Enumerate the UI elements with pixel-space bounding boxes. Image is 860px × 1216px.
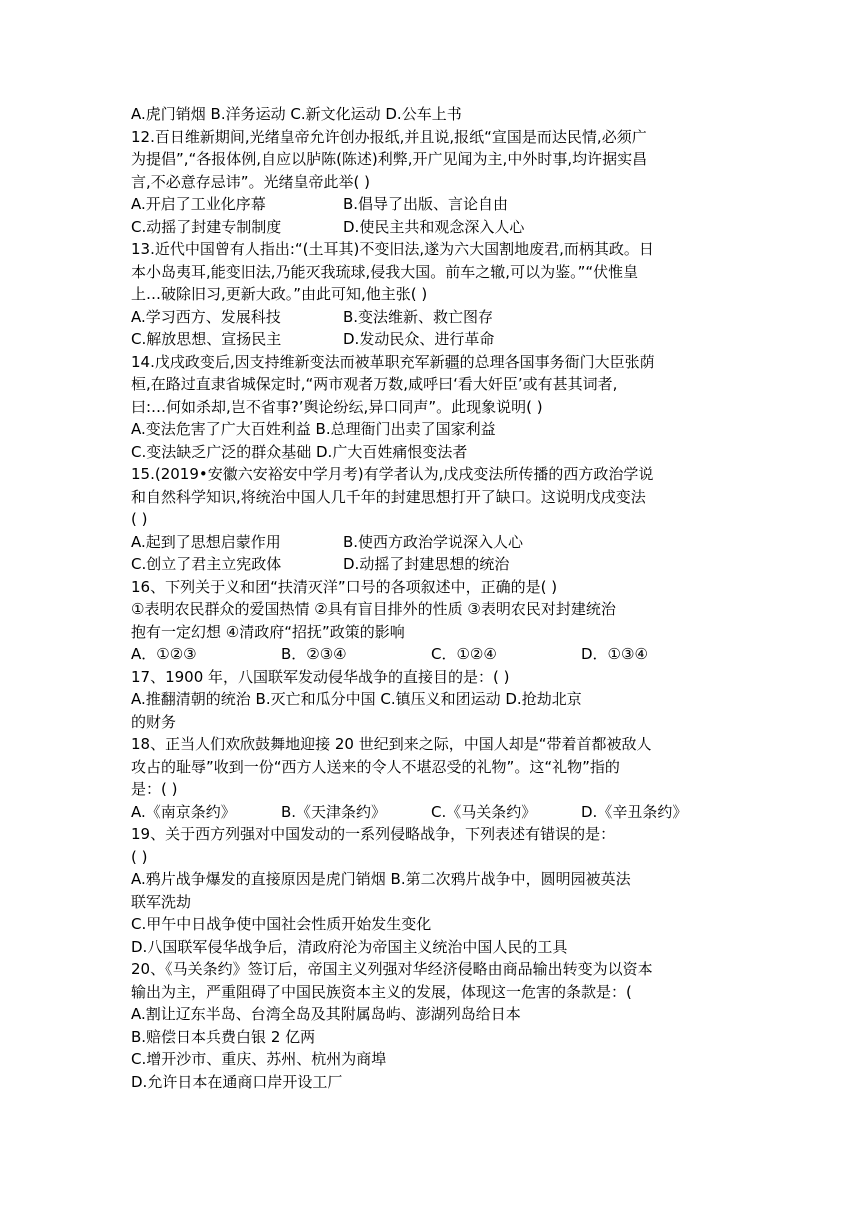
q18-stem-3: 是：( )	[131, 780, 178, 798]
q16-stem-3: 抱有一定幻想 ④清政府“招抚”政策的影响	[131, 622, 405, 641]
q13-option-a: A.学习西方、发展科技	[131, 307, 281, 326]
q17-stem-2: A.推翻清朝的统治 B.灭亡和瓜分中国 C.镇压义和团运动 D.抢劫北京	[131, 690, 582, 708]
q18-stem-2: 攻占的耻辱”收到一份“西方人送来的令人不堪忍受的礼物”。这“礼物”指的	[131, 757, 620, 776]
q15-options-row-1	[131, 531, 731, 554]
q14-stem-1: 14.戊戌政变后,因支持维新变法而被革职充军新疆的总理各国事务衙门大臣张荫	[131, 352, 655, 371]
q20-option-a: A.割让辽东半岛、台湾全岛及其附属岛屿、澎湖列岛给日本	[131, 1005, 521, 1023]
q20-option-c: C.增开沙市、重庆、苏州、杭州为商埠	[131, 1050, 387, 1068]
q11-options: A.虎门销烟 B.洋务运动 C.新文化运动 D.公车上书	[131, 105, 462, 123]
question-12	[131, 126, 731, 239]
q18-stem-1: 18、正当人们欢欣鼓舞地迎接 20 世纪到来之际，中国人却是“带着首都被敌人	[131, 735, 652, 753]
question-list	[131, 103, 731, 1093]
q12-option-b: B.倡导了出版、言论自由	[343, 195, 509, 213]
q15-stem-3: ( )	[131, 510, 148, 528]
q19-stem-5: C.甲午中日战争使中国社会性质开始发生变化	[131, 915, 432, 933]
q20-option-b: B.赔偿日本兵费白银 2 亿两	[131, 1027, 316, 1046]
q12-options-row-2	[131, 216, 731, 239]
q12-options-row-1	[131, 193, 731, 216]
question-18	[131, 733, 731, 823]
q19-stem-1: 19、关于西方列强对中国发动的一系列侵略战争，下列表述有错误的是：	[131, 825, 616, 843]
q16-option-a: A．①②③	[131, 645, 197, 663]
q18-option-b: B.《天津条约》	[281, 802, 387, 821]
question-17	[131, 666, 731, 734]
q16-option-c: C．①②④	[431, 645, 497, 663]
q15-option-c: C.创立了君主立宪政体	[131, 555, 282, 573]
q19-stem-6: D.八国联军侵华战争后，清政府沦为帝国主义统治中国人民的工具	[131, 937, 568, 956]
q12-stem-3: 言,不必意存忌讳”。光绪皇帝此举( )	[131, 172, 371, 191]
q12-option-c: C.动摇了封建专制制度	[131, 217, 282, 236]
q15-stem-1: 15.(2019•安徽六安裕安中学月考)有学者认为,戊戌变法所传播的西方政治学说	[131, 465, 654, 483]
q13-option-b: B.变法维新、救亡图存	[343, 307, 494, 326]
question-20	[131, 958, 731, 1093]
q16-stem-2: ①表明农民群众的爱国热情 ②具有盲目排外的性质 ③表明农民对封建统治	[131, 600, 616, 618]
q20-stem-1: 20、《马关条约》签订后，帝国主义列强对华经济侵略由商品输出转变为以资本	[131, 960, 653, 978]
q14-options-row-2: C.变法缺乏广泛的群众基础 D.广大百姓痛恨变法者	[131, 442, 468, 461]
q13-options-row-1	[131, 306, 731, 329]
q18-option-c: C.《马关条约》	[431, 802, 537, 821]
q14-stem-2: 桓,在路过直隶省城保定时,“两市观者万数,咸呼曰‘看大奸臣’或有甚其词者,	[131, 375, 618, 393]
q12-stem-2: 为提倡”,“各报体例,自应以胪陈(陈述)利弊,开广见闻为主,中外时事,均许据实昌	[131, 150, 648, 168]
q19-stem-2: ( )	[131, 847, 148, 866]
q13-stem-2: 本小岛夷耳,能变旧法,乃能灭我琉球,侵我大国。前车之辙,可以为鉴。”“伏惟皇	[131, 262, 639, 281]
q20-stem-2: 输出为主，严重阻碍了中国民族资本主义的发展，体现这一危害的条款是：(	[131, 982, 632, 1001]
q13-stem-3: 上…破除旧习,更新大政。”由此可知,他主张( )	[131, 285, 428, 303]
question-13	[131, 238, 731, 351]
q17-stem-1: 17、1900 年，八国联军发动侵华战争的直接目的是：( )	[131, 667, 510, 686]
q12-stem-1: 12.百日维新期间,光绪皇帝允许创办报纸,并且说,报纸“宣国是而达民情,必须广	[131, 127, 647, 146]
q19-stem-3: A.鸦片战争爆发的直接原因是虎门销烟 B.第二次鸦片战争中，圆明园被英法	[131, 870, 631, 888]
q16-option-d: D．①③④	[581, 645, 648, 663]
q15-option-d: D.动摇了封建思想的统治	[343, 555, 510, 573]
q15-option-b: B.使西方政治学说深入人心	[343, 532, 524, 551]
q18-option-a: A.《南京条约》	[131, 802, 236, 821]
q16-options-row	[131, 643, 731, 666]
q19-stem-4: 联军洗劫	[131, 892, 192, 911]
q17-stem-3: 的财务	[131, 712, 177, 731]
question-14	[131, 351, 731, 464]
q20-option-d: D.允许日本在通商口岸开设工厂	[131, 1072, 343, 1091]
q18-option-d: D.《辛丑条约》	[581, 802, 688, 821]
q14-options-row-1: A.变法危害了广大百姓利益 B.总理衙门出卖了国家利益	[131, 420, 496, 438]
q13-option-c: C.解放思想、宣扬民主	[131, 330, 282, 348]
q18-options-row	[131, 801, 731, 824]
question-16	[131, 576, 731, 666]
question-19	[131, 823, 731, 958]
q12-option-d: D.使民主共和观念深入人心	[343, 217, 525, 236]
q14-stem-3: 曰:…何如杀却,岂不省事?’舆论纷纭,异口同声”。此现象说明( )	[131, 397, 543, 416]
q13-options-row-2	[131, 328, 731, 351]
q16-option-b: B．②③④	[281, 645, 347, 663]
q15-stem-2: 和自然科学知识,将统治中国人几千年的封建思想打开了缺口。这说明戊戌变法	[131, 487, 646, 506]
question-15	[131, 463, 731, 576]
q12-option-a: A.开启了工业化序幕	[131, 195, 266, 213]
q16-stem-1: 16、下列关于义和团“扶清灭洋”口号的各项叙述中，正确的是( )	[131, 577, 558, 596]
q15-option-a: A.起到了思想启蒙作用	[131, 532, 281, 551]
q13-stem-1: 13.近代中国曾有人指出:“(土耳其)不变旧法,遂为六大国割地废君,而柄其政。日	[131, 240, 654, 258]
q13-option-d: D.发动民众、进行革命	[343, 330, 495, 348]
q15-options-row-2	[131, 553, 731, 576]
